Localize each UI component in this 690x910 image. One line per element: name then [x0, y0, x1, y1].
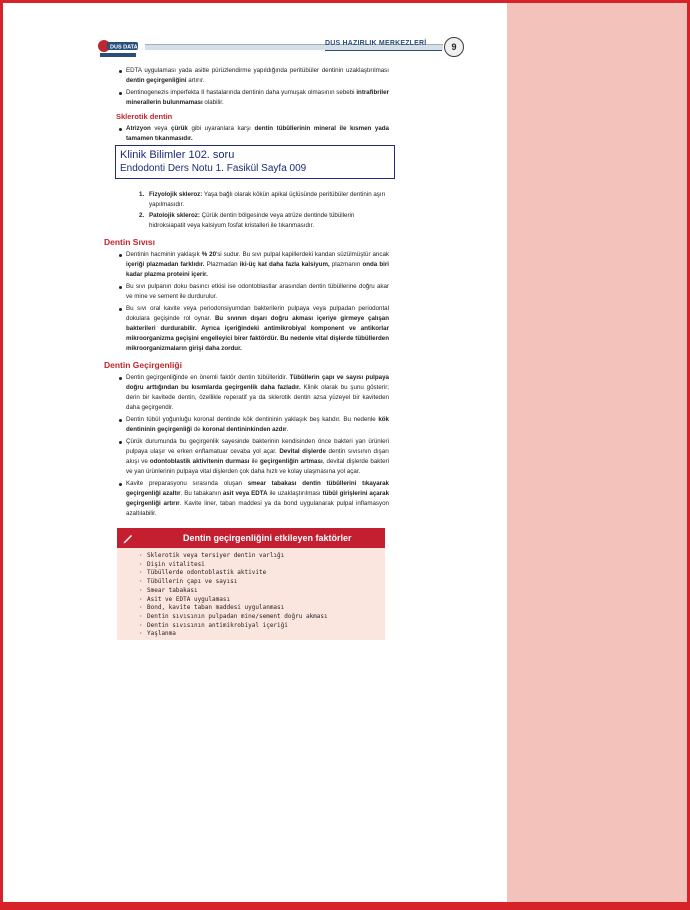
header-underline	[325, 50, 442, 51]
list-item: Bu sıvı oral kavite veya periodonsiyumdan bakterilerin pulpaya veya pulpadan periodontal dokulara geçişinde rol oynar. Bu sıvının dışarı doğru akması içeriye girmeye çalışan bakterileri durdurabilir. Ayrıca içeriğindeki antimikrobiyal komponent ve antikorlar mikroorganizma geçişini engelleyici birer faktördür. Bu nedenle vital dişlerde tübüllerden mikroorganizmaların girişi daha zordur.	[104, 304, 389, 354]
page-content	[104, 66, 389, 521]
pencil-icon	[122, 532, 134, 544]
list-item: · Dentin sıvısının pulpadan mine/sement doğru akması	[147, 613, 328, 622]
list-item: Çürük durumunda bu geçirgenlik sayesinde bakterinin kendisinden önce bakteri yan ürünleri pulpaya ulaşır ve erken enflamatuar cevaba yol açar. Devital dişlerde dentin sıvısının dışarı akışı ve odontoblastik aktivitenin durması ile geçirgenliğin artması, devital dişlerde bakteri ve yan ürünlerinin pulpaya vital dişlerden çok daha hızlı ve kolay ulaşmasına yol açar.	[104, 437, 389, 477]
intro-list	[104, 66, 389, 108]
list-item: · Sklerotik veya tersiyer dentin varlığı	[147, 552, 328, 561]
list-item: EDTA uygulaması yada asitle pürüzlendirme yapıldığında peritübüler dentinin uzaklaştırılması dentin geçirgenliğini artırır.	[104, 66, 389, 86]
factors-box	[117, 528, 385, 640]
list-item: · Yaşlanma	[147, 630, 328, 639]
logo	[96, 37, 140, 61]
overlay-line-2: Endodonti Ders Notu 1. Fasikül Sayfa 009	[120, 163, 307, 174]
list-item: Dentinogenezis imperfekta II hastalarında dentinin daha yumuşak olmasının sebebi intrafibriler minerallerin bulunmaması olabilir.	[104, 88, 389, 108]
list-item: Dentin geçirgenliğinde en önemli faktör dentin tübülleridir. Tübüllerin çapı ve sayısı pulpaya doğru arttığından bu kısımlarda geçirgenlik daha fazladır. Klinik olarak bu şunu gösterir; derin bir kavitede dentin, özellikle reperatif ya da sklerotik dentin azsa yüzeyel bir kaviteden daha geçirgendir.	[104, 373, 389, 413]
page-number: 9	[444, 37, 464, 57]
list-item: Kavite preparasyonu sırasında oluşan smear tabakası dentin tübüllerini tıkayarak geçirgenliği azaltır. Bu tabakanın asit veya EDTA ile uzaklaştırılması tübül girişlerini açarak geçirgenliği artırır. Kavite liner, taban maddesi ya da bond uygulanarak pulpal inflamasyon azaltılabilir.	[104, 479, 389, 519]
list-item: · Bond, kavite taban maddesi uygulanması	[147, 604, 328, 613]
list-item: · Asit ve EDTA uygulaması	[147, 596, 328, 605]
overlay-line-1: Klinik Bilimler 102. soru	[120, 149, 235, 161]
bottom-bar	[0, 902, 690, 910]
list-item: · Tübüllerde odontoblastik aktivite	[147, 569, 328, 578]
heading-sklerotik: Sklerotik dentin	[116, 112, 173, 121]
sivi-list	[104, 250, 389, 354]
list-item: · Smear tabakası	[147, 587, 328, 596]
skleroz-types	[104, 190, 389, 231]
list-item: Atrizyon veya çürük gibi uyaranlara karşı dentin tübüllerinin mineral ile kısmen yada tamamen tıkanmasıdır.	[104, 124, 389, 144]
header-title: DUS HAZIRLIK MERKEZLERİ	[325, 40, 427, 47]
logo-text: DUS DATA	[110, 44, 138, 51]
list-item: 2. Patolojik skleroz: Çürük dentin bölgesinde veya atrüze dentinde tübüllerin hidroksiapatit veya kalsiyum fosfat kristalleri ile tıkanmasıdır.	[139, 212, 355, 229]
list-item: · Tübüllerin çapı ve sayısı	[147, 578, 328, 587]
reference-overlay	[115, 145, 395, 179]
list-item: Bu sıvı pulpanın doku basıncı etkisi ise odontoblastlar arasından dentin tübüllerine doğru akar ve mine ve sement ile durdurulur.	[104, 282, 389, 302]
factors-list	[147, 552, 328, 639]
factors-header	[117, 528, 385, 548]
list-item: Dentin tübül yoğunluğu koronal dentinde kök dentininin yaklaşık beş katıdır. Bu nedenle kök dentininin geçirgenliği de koronal dentininkinden azdır.	[104, 415, 389, 435]
sklerotik-list	[104, 124, 389, 144]
list-item: · Dişin vitalitesi	[147, 561, 328, 570]
heading-gecirgenlik: Dentin Geçirgenliği	[104, 360, 182, 370]
list-item: 1. Fizyolojik skleroz: Yaşa bağlı olarak kökün apikal üçlüsünde peritübüler dentinin aşırı yapılmasıdır.	[139, 191, 386, 208]
list-item: Dentinin hacminin yaklaşık % 20'si sudur. Bu sıvı pulpal kapillerdeki kandan süzülmüştür ancak içeriği plazmadan farklıdır. Plazmadan iki-üç kat daha fazla kalsiyum, plazmanın onda biri kadar plazma proteini içerir.	[104, 250, 389, 280]
side-panel	[507, 3, 687, 902]
gecirgenlik-list	[104, 373, 389, 519]
factors-title: Dentin geçirgenliğini etkileyen faktörler	[183, 533, 352, 543]
list-item: · Dentin sıvısının antimikrobiyal içeriği	[147, 622, 328, 631]
heading-dentin-sivisi: Dentin Sıvısı	[104, 237, 156, 247]
